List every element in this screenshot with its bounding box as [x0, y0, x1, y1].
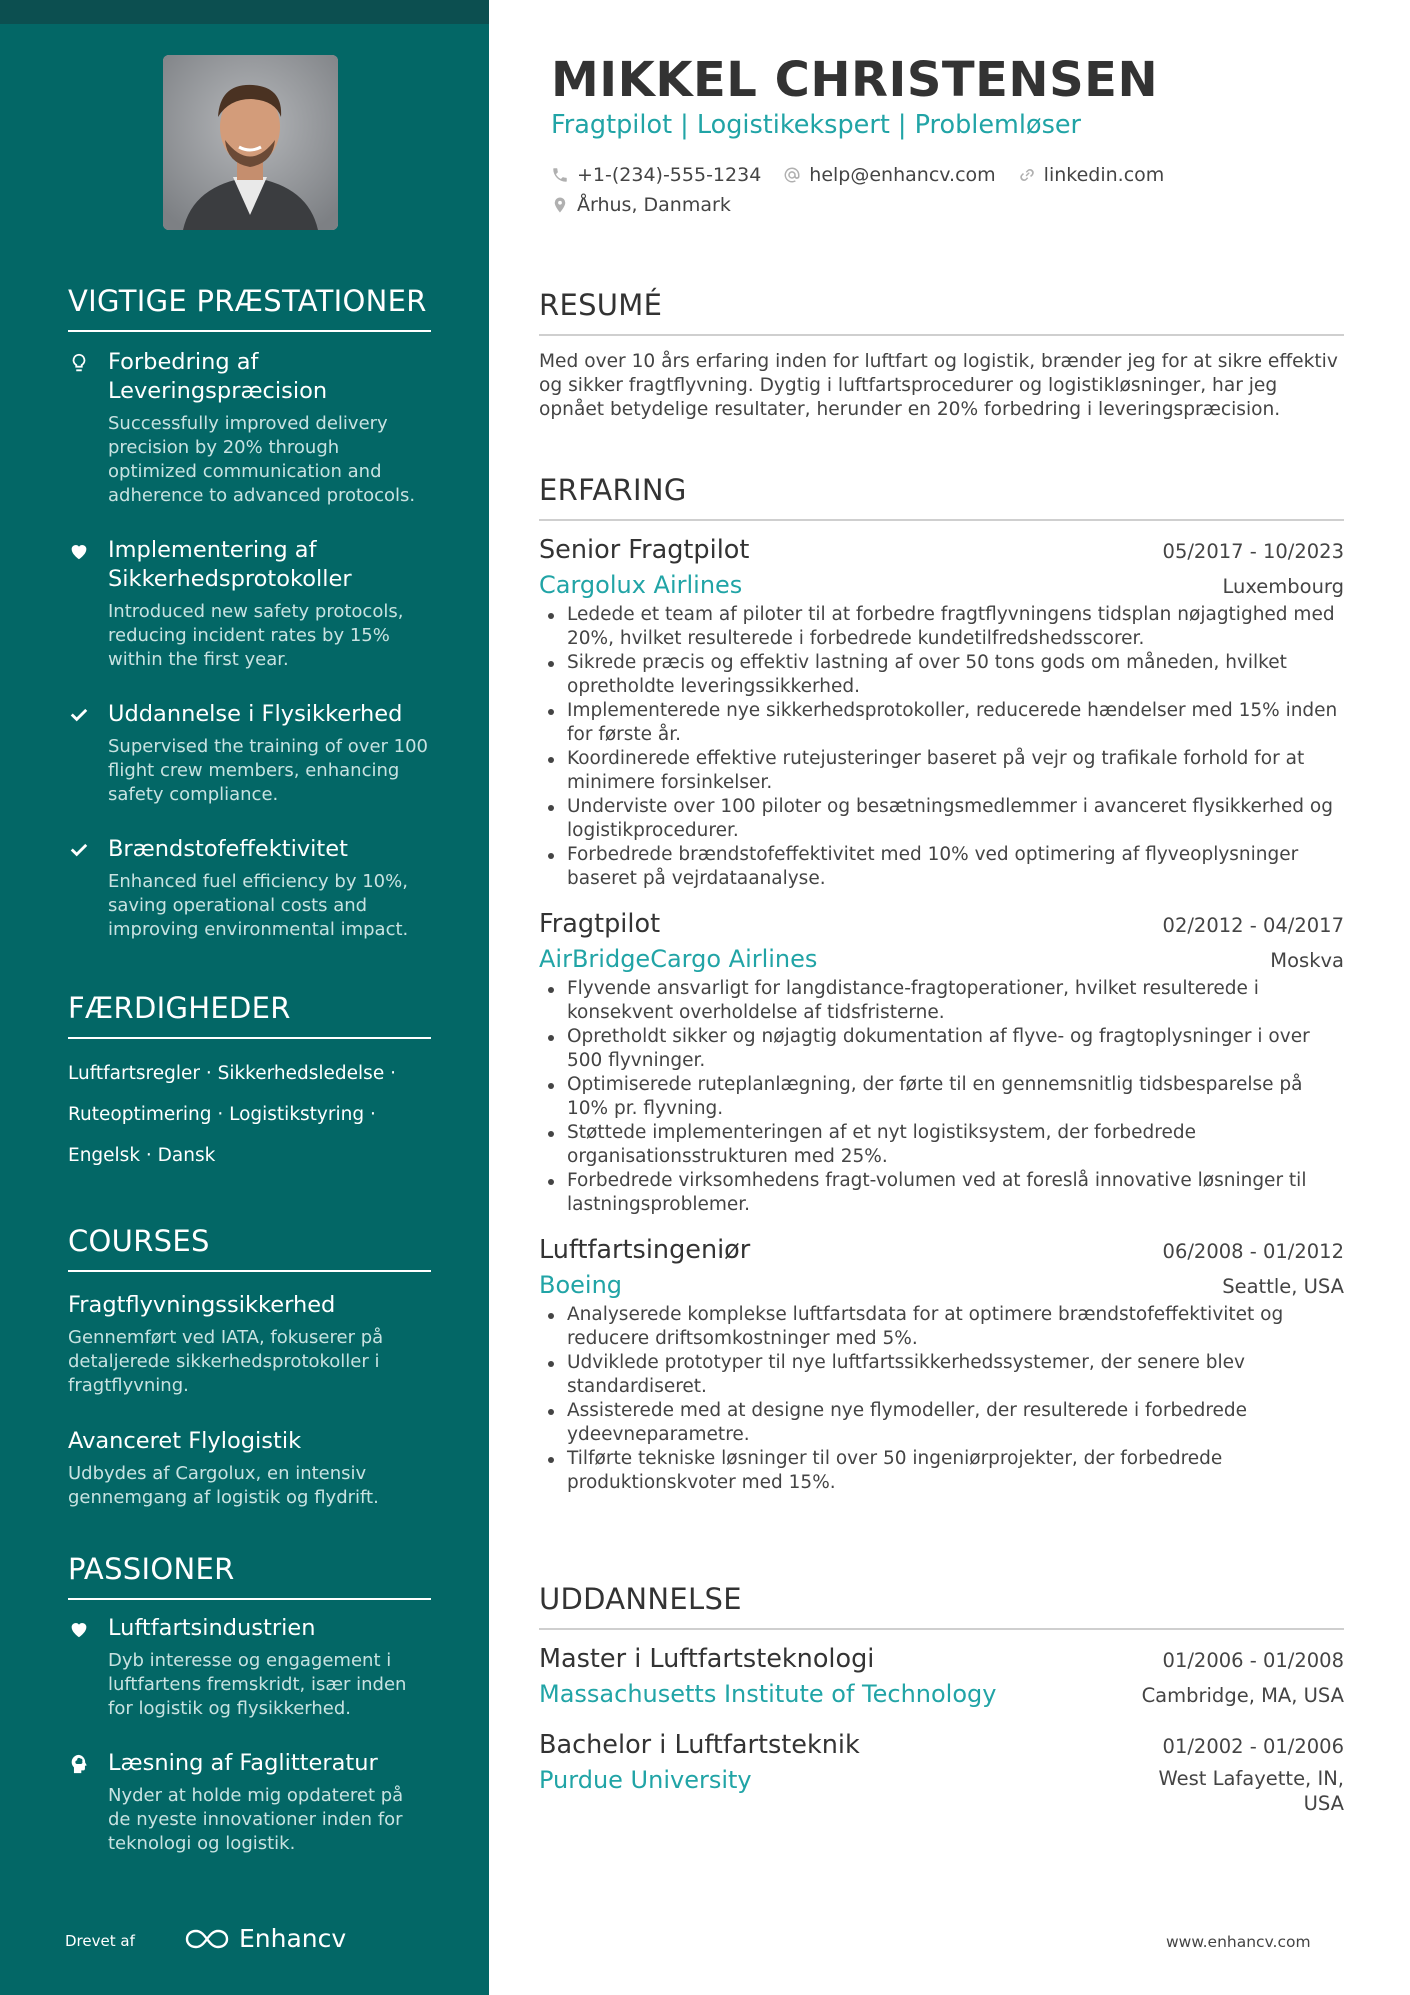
- achievements-section: [68, 284, 431, 942]
- job-location: Moskva: [1270, 949, 1344, 972]
- school-name: Purdue University: [539, 1766, 752, 1794]
- bullet-item: Udviklede prototyper til nye luftfartssikkerhedssystemer, der senere blev standardiseret.: [539, 1351, 1344, 1399]
- bullet-item: Ledede et team af piloter til at forbedre fragtflyvningens tidsplan nøjagtighed med 20%, hvilket resulterede i forbedrede kundetilfredshedsscorer.: [539, 603, 1344, 651]
- link-icon: [1018, 166, 1036, 184]
- location-contact: [551, 194, 731, 216]
- job-entry: [539, 1235, 1344, 1495]
- email-text: help@enhancv.com: [809, 164, 996, 186]
- job-location: Seattle, USA: [1222, 1275, 1344, 1298]
- head-brain-icon: [68, 1753, 90, 1775]
- education-date: 01/2002 - 01/2006: [1162, 1735, 1344, 1758]
- skills-line: Luftfartsregler · Sikkerhedsledelse ·: [68, 1063, 396, 1084]
- job-title: Senior Fragtpilot: [539, 535, 750, 565]
- bullet-item: Forbedrede brændstofeffektivitet med 10% ved optimering af flyveoplysninger baseret på vejrdataanalyse.: [539, 843, 1344, 891]
- experience-title: ERFARING: [539, 473, 1344, 521]
- footer-url[interactable]: www.enhancv.com: [1166, 1933, 1311, 1951]
- summary-section: [539, 288, 1344, 422]
- courses-section: [68, 1224, 431, 1510]
- achievements-title: VIGTIGE PRÆSTATIONER: [68, 284, 431, 332]
- job-company: AirBridgeCargo Airlines: [539, 945, 818, 973]
- lightbulb-icon: [68, 352, 90, 374]
- bullet-item: Optimiserede ruteplanlægning, der førte til en gennemsnitlig tidsbesparelse på 10% pr. flyvning.: [539, 1073, 1344, 1121]
- bullet-item: Koordinerede effektive rutejusteringer baseret på vejr og trafikale forhold for at minimere forsinkelser.: [539, 747, 1344, 795]
- at-icon: [783, 166, 801, 184]
- bullet-item: Sikrede præcis og effektiv lastning af over 50 tons gods om måneden, hvilket opretholdte leveringssikkerhed.: [539, 651, 1344, 699]
- sidebar-top-band: [0, 0, 489, 24]
- job-location: Luxembourg: [1222, 575, 1344, 598]
- school-location: West Lafayette, IN, USA: [1158, 1767, 1344, 1815]
- infinity-icon: [185, 1927, 229, 1951]
- education-entry: [539, 1730, 1344, 1816]
- skills-line: Ruteoptimering · Logistikstyring ·: [68, 1104, 376, 1125]
- contact-info: [551, 160, 1164, 220]
- courses-title: COURSES: [68, 1224, 431, 1272]
- bullet-item: Flyvende ansvarligt for langdistance-fragtoperationer, hvilket resulterede i konsekvent overholdelse af tidsfristerne.: [539, 977, 1344, 1025]
- achievement-title: Brændstofeffektivitet: [108, 836, 348, 862]
- passion-desc: Nyder at holde mig opdateret på de nyeste innovationer inden for teknologi og logistik.: [108, 1785, 404, 1854]
- passion-desc: Dyb interesse og engagement i luftfartens fremskridt, især inden for logistik og flysikkerhed.: [108, 1650, 407, 1719]
- passions-section: [68, 1552, 431, 1856]
- experience-section: [539, 473, 1344, 1495]
- email-contact[interactable]: [783, 164, 995, 186]
- course-desc: Udbydes af Cargolux, en intensiv gennemgang af logistik og flydrift.: [68, 1463, 379, 1508]
- achievement-title: Uddannelse i Flysikkerhed: [108, 701, 403, 727]
- brand-name: Enhancv: [239, 1924, 347, 1953]
- passion-title: Læsning af Faglitteratur: [108, 1750, 378, 1776]
- bullet-item: Tilførte tekniske løsninger til over 50 ingeniørprojekter, der forbedrede produktionskvoter med 15%.: [539, 1447, 1344, 1495]
- map-pin-icon: [551, 196, 569, 214]
- bullet-item: Implementerede nye sikkerhedsprotokoller, reducerede hændelser med 15% inden for første år.: [539, 699, 1344, 747]
- phone-text: +1-(234)-555-1234: [577, 164, 762, 186]
- achievement-title: Forbedring af Leveringspræcision: [108, 349, 328, 404]
- job-date: 05/2017 - 10/2023: [1162, 540, 1344, 563]
- check-icon: [68, 839, 90, 861]
- course-title: Fragtflyvningssikkerhed: [68, 1292, 336, 1318]
- achievement-desc: Introduced new safety protocols, reducing incident rates by 15% within the first year.: [108, 601, 404, 670]
- skills-title: FÆRDIGHEDER: [68, 991, 431, 1039]
- education-section: [539, 1582, 1344, 1816]
- course-desc: Gennemført ved IATA, fokuserer på detaljerede sikkerhedsprotokoller i fragtflyvning.: [68, 1327, 384, 1396]
- course-item: [68, 1290, 431, 1398]
- bullet-item: Underviste over 100 piloter og besætningsmedlemmer i avanceret flysikkerhed og logistikprocedurer.: [539, 795, 1344, 843]
- achievement-desc: Supervised the training of over 100 flight crew members, enhancing safety compliance.: [108, 736, 428, 805]
- heart-icon: [68, 540, 90, 562]
- job-company: Cargolux Airlines: [539, 571, 743, 599]
- bullet-item: Forbedrede virksomhedens fragt-volumen ved at foreslå innovative løsninger til lastningsproblemer.: [539, 1169, 1344, 1217]
- heart-icon: [68, 1618, 90, 1640]
- candidate-tagline: Fragtpilot | Logistikekspert | Problemløser: [551, 110, 1082, 140]
- linkedin-contact[interactable]: [1018, 164, 1165, 186]
- enhancv-logo[interactable]: [185, 1924, 346, 1953]
- school-name: Massachusetts Institute of Technology: [539, 1680, 997, 1708]
- achievement-item: [68, 835, 431, 942]
- education-title: UDDANNELSE: [539, 1582, 1344, 1630]
- school-location: Cambridge, MA, USA: [1141, 1684, 1344, 1707]
- degree-title: Master i Luftfartsteknologi: [539, 1644, 875, 1674]
- bullet-item: Assisterede med at designe nye flymodeller, der resulterede i forbedrede ydeevneparametre.: [539, 1399, 1344, 1447]
- bullet-item: Analyserede komplekse luftfartsdata for at optimere brændstofeffektivitet og reducere driftsomkostninger med 5%.: [539, 1303, 1344, 1351]
- job-bullets: [539, 1303, 1344, 1495]
- job-entry: [539, 909, 1344, 1217]
- linkedin-text: linkedin.com: [1043, 164, 1165, 186]
- job-bullets: [539, 977, 1344, 1217]
- person-portrait-icon: [163, 55, 338, 230]
- job-bullets: [539, 603, 1344, 891]
- job-date: 06/2008 - 01/2012: [1162, 1240, 1344, 1263]
- powered-by-label: Drevet af: [65, 1932, 135, 1950]
- skills-line: Engelsk · Dansk: [68, 1145, 216, 1166]
- job-title: Fragtpilot: [539, 909, 661, 939]
- phone-contact[interactable]: [551, 164, 761, 186]
- job-company: Boeing: [539, 1271, 623, 1299]
- degree-title: Bachelor i Luftfartsteknik: [539, 1730, 860, 1760]
- check-icon: [68, 704, 90, 726]
- passions-title: PASSIONER: [68, 1552, 431, 1600]
- achievement-desc: Successfully improved delivery precision by 20% through optimized communication and adherence to advanced protocols.: [108, 413, 416, 506]
- course-item: [68, 1426, 431, 1510]
- education-date: 01/2006 - 01/2008: [1162, 1649, 1344, 1672]
- job-entry: [539, 535, 1344, 891]
- phone-icon: [551, 166, 569, 184]
- skills-list: [68, 1053, 431, 1176]
- achievement-item: [68, 348, 431, 508]
- passion-item: [68, 1614, 431, 1721]
- candidate-name: MIKKEL CHRISTENSEN: [551, 52, 1159, 108]
- passion-item: [68, 1749, 431, 1856]
- achievement-item: [68, 700, 431, 807]
- achievement-title: Implementering af Sikkerhedsprotokoller: [108, 537, 352, 592]
- course-title: Avanceret Flylogistik: [68, 1428, 302, 1454]
- job-date: 02/2012 - 04/2017: [1162, 914, 1344, 937]
- skills-section: [68, 991, 431, 1176]
- job-title: Luftfartsingeniør: [539, 1235, 751, 1265]
- achievement-desc: Enhanced fuel efficiency by 10%, saving operational costs and improving environmental impact.: [108, 871, 409, 940]
- passion-title: Luftfartsindustrien: [108, 1615, 316, 1641]
- sidebar: [0, 0, 489, 1995]
- bullet-item: Støttede implementeringen af et nyt logistiksystem, der forbedrede organisationsstrukturen med 25%.: [539, 1121, 1344, 1169]
- summary-title: RESUMÉ: [539, 288, 1344, 336]
- profile-photo: [163, 55, 338, 230]
- achievement-item: [68, 536, 431, 672]
- education-entry: [539, 1644, 1344, 1708]
- bullet-item: Opretholdt sikker og nøjagtig dokumentation af flyve- og fragtoplysninger i over 500 flyvninger.: [539, 1025, 1344, 1073]
- summary-text: Med over 10 års erfaring inden for luftfart og logistik, brænder jeg for at sikre effektiv og sikker fragtflyvning. Dygtig i luftfartsprocedurer og logistikløsninger, har jeg opnået betydelige resultater, herunder en 20% forbedring i leveringspræcision.: [539, 351, 1338, 420]
- location-text: Århus, Danmark: [577, 194, 731, 216]
